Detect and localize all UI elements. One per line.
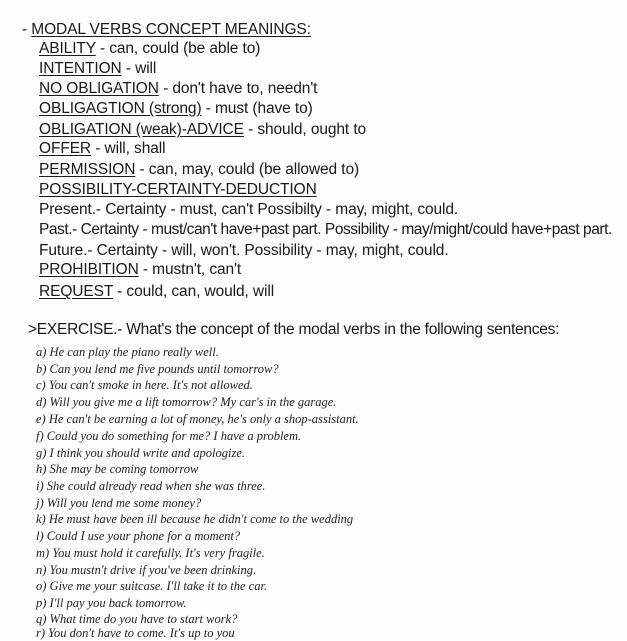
concept-obligation-strong [39,99,313,119]
concept-no-obligation [39,79,317,99]
concept-meaning: - don't have to, needn't [158,80,318,97]
possibility-future: Future.- Certainty - will, won't. Possibility - may, might, could. [39,242,449,259]
section-heading [22,20,311,40]
concept-meaning: - can, could (be able to) [95,40,261,57]
exercise-item: n) You mustn't drive if you've been drinking. [36,563,257,577]
exercise-item: d) Will you give me a lift tomorrow? My car's in the garage. [36,395,337,409]
concept-term: ABILITY [39,40,96,57]
concept-term: PERMISSION [39,161,136,178]
exercise-item: c) You can't smoke in here. It's not allowed. [36,378,253,392]
exercise-item: f) Could you do something for me? I have a problem. [36,429,302,443]
possibility-past: Past.- Certainty - must/can't have+past part. Possibility - may/might/could have+past part. [39,221,612,238]
exercise-item: r) You don't have to come. It's up to you [36,626,235,640]
concept-meaning: - should, ought to [243,121,367,138]
exercise-item: i) She could already read when she was three. [36,479,266,493]
exercise-title: >EXERCISE.- What's the concept of the modal verbs in the following sentences: [28,321,560,338]
exercise-item: m) You must hold it carefully. It's very fragile. [36,546,265,560]
heading-prefix: - [22,21,32,38]
exercise-item: e) He can't be earning a lot of money, he's only a shop-assistant. [36,412,359,426]
concept-possibility [39,180,317,200]
heading-title: MODAL VERBS CONCEPT MEANINGS: [31,21,311,38]
concept-offer [39,139,165,159]
concept-obligation-weak [39,120,366,140]
concept-request [39,282,274,302]
concept-prohibition [39,260,241,280]
possibility-present: Present.- Certainty - must, can't Possibilty - may, might, could. [39,201,459,218]
exercise-item: o) Give me your suitcase. I'll take it to the car. [36,579,268,593]
concept-meaning: - must (have to) [201,100,313,117]
exercise-item: k) He must have been ill because he didn't come to the wedding [36,512,354,526]
concept-term: OBLIGATION (weak)-ADVICE [39,121,244,138]
concept-term: OBLIGAGTION (strong) [39,100,202,117]
concept-permission [39,160,359,180]
exercise-item: h) She may be coming tomorrow [36,462,199,476]
concept-meaning: - mustn't, can't [138,261,242,278]
exercise-item: q) What time do you have to start work? [36,612,238,626]
concept-term: REQUEST [39,283,113,300]
concept-ability [39,39,260,59]
concept-term: PROHIBITION [39,261,139,278]
exercise-item: p) I'll pay you back tomorrow. [36,596,187,610]
exercise-item: g) I think you should write and apologize. [36,446,246,460]
exercise-item: b) Can you lend me five pounds until tomorrow? [36,362,279,376]
concept-meaning: - could, can, would, will [112,283,275,300]
concept-term: INTENTION [39,60,122,77]
concept-meaning: - will, shall [91,140,166,157]
concept-intention [39,59,156,79]
exercise-item: l) Could I use your phone for a moment? [36,529,241,543]
exercise-item: a) He can play the piano really well. [36,345,219,359]
concept-meaning: - will [121,60,157,77]
concept-term: OFFER [39,140,92,157]
concept-term: POSSIBILITY-CERTAINTY-DEDUCTION [39,181,317,198]
exercise-item: j) Will you lend me some money? [36,496,202,510]
concept-meaning: - can, may, could (be allowed to) [135,161,360,178]
concept-term: NO OBLIGATION [39,80,159,97]
